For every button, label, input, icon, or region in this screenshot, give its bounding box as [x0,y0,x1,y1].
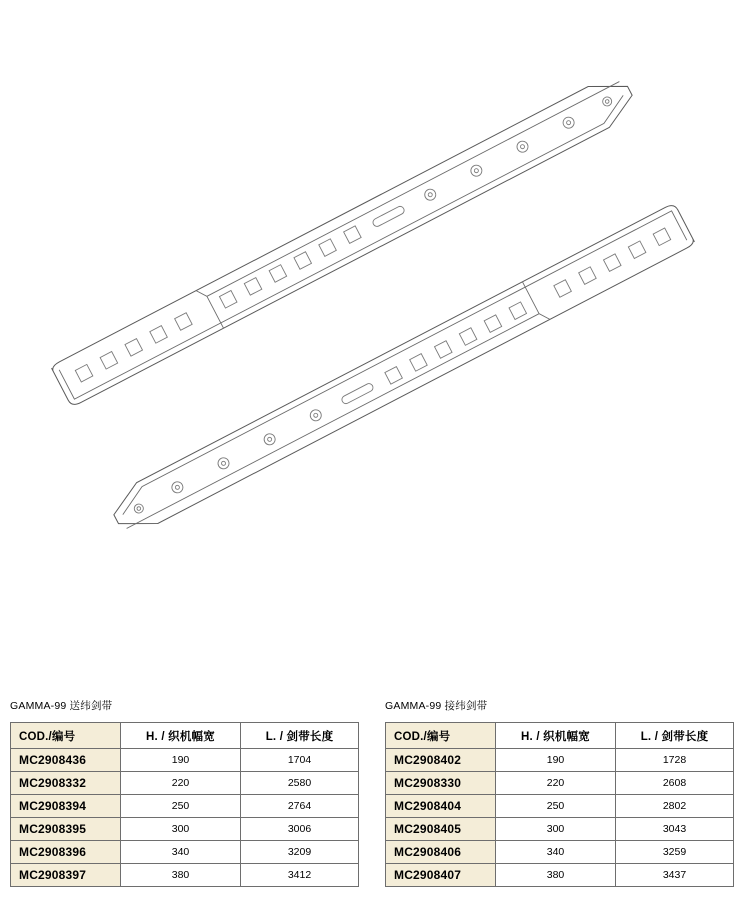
cell-code: MC2908330 [386,772,496,795]
spec-table-block-left [10,698,358,887]
cell-l: 3412 [241,864,359,887]
cell-code: MC2908395 [11,818,121,841]
cell-code: MC2908405 [386,818,496,841]
table-row [11,749,359,772]
cell-h: 380 [121,864,241,887]
cell-l: 1704 [241,749,359,772]
cell-l: 2802 [616,795,734,818]
cell-l: 3043 [616,818,734,841]
cell-h: 250 [496,795,616,818]
cell-l: 3437 [616,864,734,887]
cell-l: 2580 [241,772,359,795]
rivet-holes [132,408,323,515]
cell-l: 3006 [241,818,359,841]
table-row [386,841,734,864]
column-header-l: L. / 剑带长度 [241,723,359,749]
table-row [386,795,734,818]
table-row [386,818,734,841]
upper-tape [51,70,641,407]
cell-code: MC2908396 [11,841,121,864]
cell-l: 3259 [616,841,734,864]
cell-code: MC2908402 [386,749,496,772]
cell-h: 220 [121,772,241,795]
cell-h: 340 [496,841,616,864]
spec-table-left [10,722,359,887]
cell-l: 2608 [616,772,734,795]
cell-code: MC2908397 [11,864,121,887]
column-header-code: COD./编号 [386,723,496,749]
column-header-h: H. / 织机幅宽 [121,723,241,749]
cell-h: 250 [121,795,241,818]
cell-h: 340 [121,841,241,864]
table-row [11,841,359,864]
column-header-h: H. / 织机幅宽 [496,723,616,749]
cell-h: 190 [121,749,241,772]
cell-h: 300 [496,818,616,841]
cell-code: MC2908436 [11,749,121,772]
table-row [11,864,359,887]
cell-h: 220 [496,772,616,795]
cell-code: MC2908406 [386,841,496,864]
table-row [11,818,359,841]
table-row [386,772,734,795]
cell-l: 1728 [616,749,734,772]
table-row [386,864,734,887]
table-caption-left: GAMMA-99 送纬剑带 [10,700,113,712]
table-row [11,795,359,818]
rivet-holes [423,95,614,202]
cell-l: 2764 [241,795,359,818]
cell-l: 3209 [241,841,359,864]
cell-code: MC2908404 [386,795,496,818]
cell-code: MC2908407 [386,864,496,887]
cell-code: MC2908332 [11,772,121,795]
column-header-l: L. / 剑带长度 [616,723,734,749]
table-header-row [11,723,359,749]
column-header-code: COD./编号 [11,723,121,749]
table-row [386,749,734,772]
lower-tape [106,203,696,540]
table-row [11,772,359,795]
table-caption-right: GAMMA-99 接纬剑带 [385,700,488,712]
table-header-row [386,723,734,749]
cell-h: 190 [496,749,616,772]
spec-table-right [385,722,734,887]
cell-h: 380 [496,864,616,887]
spec-table-block-right [385,698,733,887]
cell-h: 300 [121,818,241,841]
cell-code: MC2908394 [11,795,121,818]
